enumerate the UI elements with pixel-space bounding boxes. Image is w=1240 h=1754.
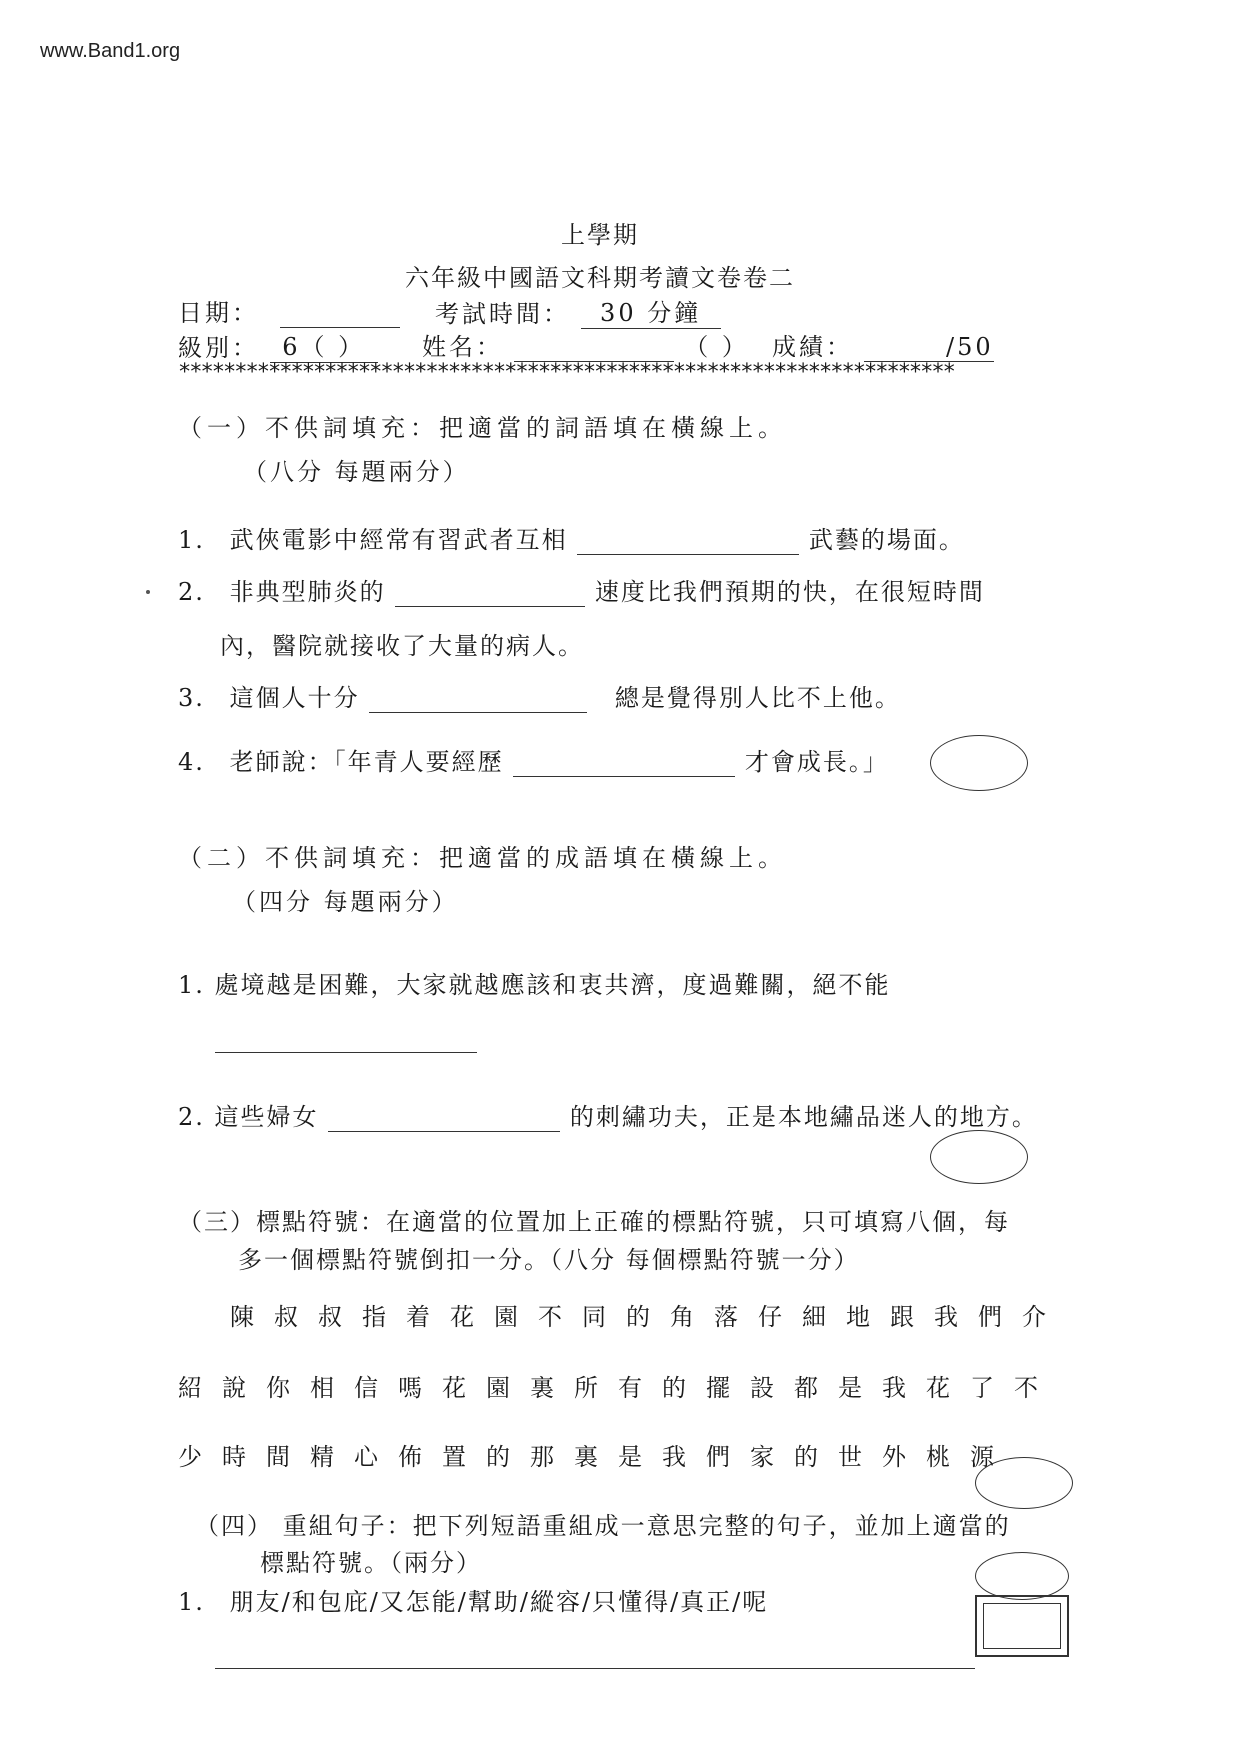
s1-question-3 [178, 678, 901, 713]
section3-heading2: 多一個標點符號倒扣一分。（八分 每個標點符號一分） [238, 1246, 860, 1274]
s1-q1-blank[interactable] [577, 528, 799, 555]
s1-q1-after: 武藝的場面。 [808, 526, 965, 554]
score-oval-3 [975, 1457, 1073, 1509]
s1-q4-blank[interactable] [513, 750, 735, 777]
class-row [178, 327, 378, 363]
score-row [772, 327, 994, 362]
s2-q2-before: 這些婦女 [214, 1103, 319, 1131]
s1-q3-blank[interactable] [369, 686, 587, 713]
time-row [435, 293, 721, 329]
time-label: 考試時間： [435, 300, 570, 328]
date-label: 日期： [178, 299, 259, 327]
s2-q2-num: 2. [178, 1103, 205, 1131]
site-url: www.Band1.org [40, 40, 181, 62]
s2-question-2 [178, 1097, 1038, 1132]
date-field [280, 299, 400, 328]
score-oval-1 [930, 735, 1028, 791]
score-label: 成績： [772, 333, 853, 361]
score-value: /50 [864, 333, 994, 362]
passage-line-3: 少時間精心佈置的那裏是我們家的世外桃源 [178, 1443, 1014, 1471]
s1-q4-num: 4. [178, 748, 205, 776]
section4-heading: （四） 重組句子：把下列短語重組成一意思完整的句子，並加上適當的 [195, 1512, 1011, 1540]
s1-question-4 [178, 742, 889, 777]
s2-q2-blank[interactable] [328, 1105, 560, 1132]
s2-question-1 [178, 965, 891, 1000]
s1-question-2 [178, 572, 985, 607]
s1-q2-blank[interactable] [395, 580, 585, 607]
s1-q4-after: 才會成長。」 [744, 748, 889, 776]
s4-q1-text: 朋友/和包庇/又怎能/幫助/縱容/只懂得/真正/呢 [229, 1588, 769, 1616]
s1-q3-num: 3. [178, 684, 205, 712]
s1-question-1 [178, 520, 965, 555]
s1-q3-before: 這個人十分 [229, 684, 360, 712]
section2-marks: （四分 每題兩分） [232, 888, 459, 916]
s2-q1-text: 處境越是困難，大家就越應該和衷共濟，度過難關，絕不能 [214, 971, 891, 999]
scan-speck [146, 590, 150, 594]
s4-question-1 [178, 1582, 768, 1617]
s2-q1-num: 1. [178, 971, 205, 999]
section3-heading: （三）標點符號：在適當的位置加上正確的標點符號，只可填寫八個，每 [178, 1208, 1010, 1236]
time-value: 30 分鐘 [581, 293, 721, 329]
section1-heading: （一）不供詞填充：把適當的詞語填在橫線上。 [178, 414, 787, 442]
class-label: 級別： [178, 334, 259, 362]
s4-answer-line[interactable] [215, 1668, 975, 1669]
s4-q1-num: 1. [178, 1588, 205, 1616]
s1-q1-num: 1. [178, 526, 205, 554]
name-paren: （ ） [684, 333, 749, 361]
s1-q2-before: 非典型肺炎的 [229, 578, 386, 606]
s1-q2-num: 2. [178, 578, 205, 606]
s1-q4-before: 老師說：「年青人要經歷 [229, 748, 504, 776]
section1-marks: （八分 每題兩分） [243, 458, 470, 486]
s2-q2-after: 的刺繡功夫，正是本地繡品迷人的地方。 [569, 1103, 1038, 1131]
s1-q2-line2: 內，醫院就接收了大量的病人。 [220, 632, 584, 660]
section2-heading: （二）不供詞填充：把適當的成語填在橫線上。 [178, 844, 787, 872]
separator-line: ********************************************************************* [178, 360, 954, 385]
name-field [514, 333, 674, 362]
s1-q3-after: 總是覺得別人比不上他。 [614, 684, 901, 712]
score-box [975, 1595, 1069, 1657]
exam-term: 上學期 [561, 221, 639, 249]
s1-q1-before: 武俠電影中經常有習武者互相 [229, 526, 568, 554]
name-label: 姓名： [422, 333, 503, 361]
class-value: 6（ ） [270, 327, 378, 363]
s2-q1-blank[interactable] [215, 1052, 477, 1053]
passage-line-2: 紹說你相信嗎花園裏所有的擺設都是我花了不 [178, 1374, 1058, 1402]
exam-title: 六年級中國語文科期考讀文卷卷二 [405, 264, 795, 292]
s1-q2-after: 速度比我們預期的快，在很短時間 [594, 578, 985, 606]
passage-line-1: 陳叔叔指着花園不同的角落仔細地跟我們介 [230, 1303, 1066, 1331]
section4-heading2: 標點符號。（兩分） [260, 1549, 482, 1577]
score-oval-2 [930, 1130, 1028, 1184]
score-oval-4 [975, 1552, 1069, 1600]
name-row [422, 327, 749, 362]
date-row [178, 293, 400, 328]
